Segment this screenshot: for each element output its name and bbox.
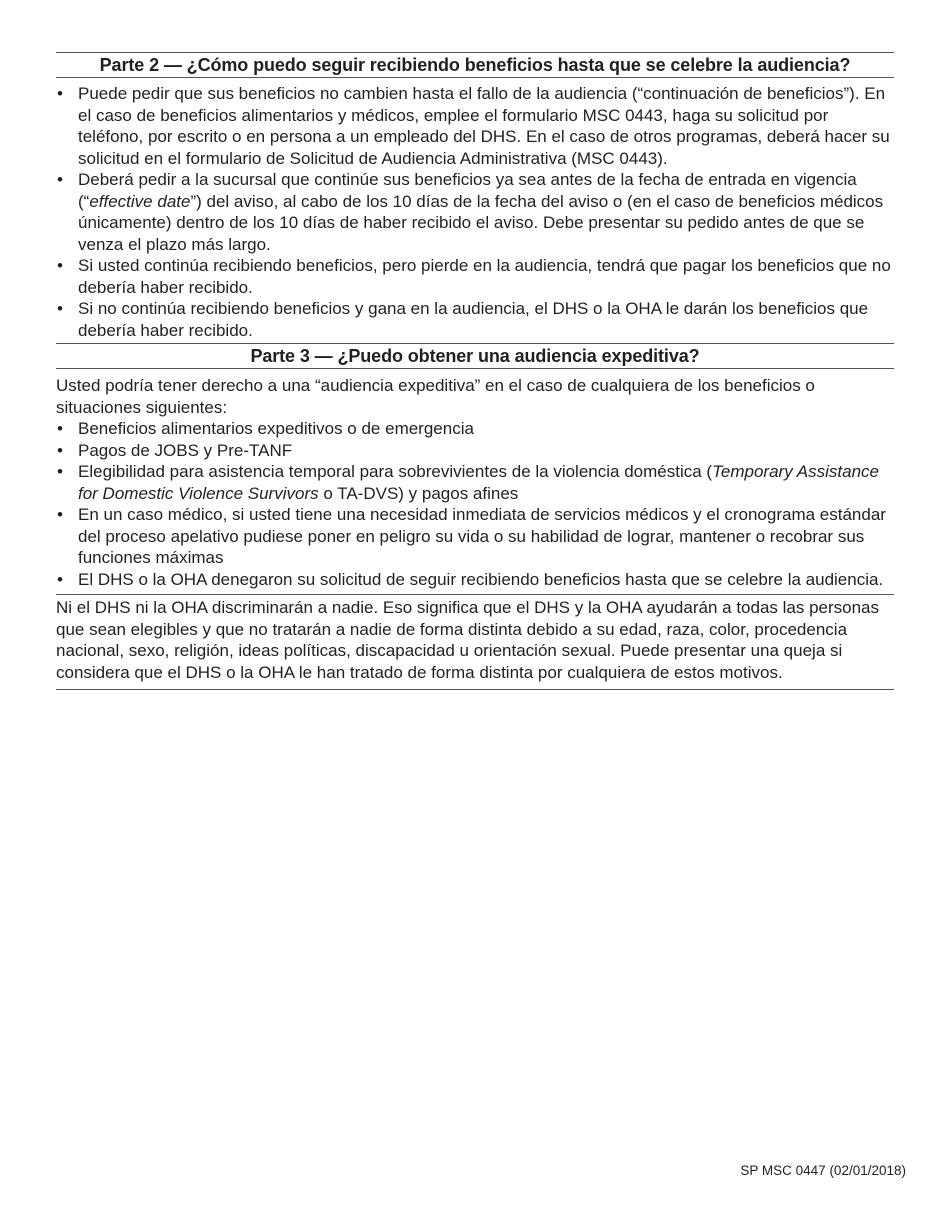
list-item bbox=[56, 169, 894, 255]
part3-intro: Usted podría tener derecho a una “audiencia expeditiva” en el caso de cualquiera de los beneficios o situaciones siguientes: bbox=[56, 376, 815, 417]
bullet-icon: • bbox=[57, 84, 63, 103]
list-item bbox=[56, 255, 894, 298]
list-item-text-italic: effective date bbox=[89, 191, 191, 211]
bullet-icon: • bbox=[57, 462, 63, 481]
list-item bbox=[56, 440, 894, 462]
part3-bullet-list bbox=[56, 418, 894, 594]
bullet-icon: • bbox=[57, 256, 63, 275]
list-item bbox=[56, 504, 894, 569]
list-item-text: Puede pedir que sus beneficios no cambien hasta el fallo de la audiencia (“continuación de beneficios”). En el caso de beneficios alimentarios y médicos, emplee el formulario MSC 0443, haga su solicitud por teléfono, por escrito o en persona a un empleado del DHS. En el caso de otros programas, deberá hacer su solicitud en el formulario de Solicitud de Audiencia Administrativa (MSC 0443). bbox=[78, 84, 890, 168]
list-item-text: Si usted continúa recibiendo beneficios, pero pierde en la audiencia, tendrá que pagar los beneficios que no debería haber recibido. bbox=[78, 256, 891, 297]
list-item-text: En un caso médico, si usted tiene una necesidad inmediata de servicios médicos y el cronograma estándar del proceso apelativo pudiese poner en peligro su vida o su habilidad de lograr, mantener o recobrar sus funciones máximas bbox=[78, 505, 886, 567]
bullet-icon: • bbox=[57, 170, 63, 189]
list-item-text: Si no continúa recibiendo beneficios y gana en la audiencia, el DHS o la OHA le darán los beneficios que debería haber recibido. bbox=[78, 299, 869, 340]
list-item-text-b: ”) del aviso, al cabo de los 10 días de la fecha del aviso o (en el caso de beneficios médicos únicamente) dentro de los 10 días de haber recibido el aviso. Debe presentar su pedido antes de que se venza el plazo más largo. bbox=[78, 191, 884, 254]
list-item-text-a: Elegibilidad para asistencia temporal para sobrevivientes de la violencia doméstica ( bbox=[78, 462, 713, 481]
list-item-text: Beneficios alimentarios expeditivos o de emergencia bbox=[78, 419, 474, 438]
list-item bbox=[56, 569, 894, 591]
list-item bbox=[56, 83, 894, 169]
bullet-icon: • bbox=[57, 569, 63, 589]
nondiscrimination-notice bbox=[56, 594, 894, 690]
list-item-text: El DHS o la OHA denegaron su solicitud de seguir recibiendo beneficios hasta que se celebre la audiencia. bbox=[78, 569, 884, 589]
document-page bbox=[56, 52, 894, 690]
nondiscrimination-text: Ni el DHS ni la OHA discriminarán a nadie. Eso significa que el DHS y la OHA ayudarán a todas las personas que sean elegibles y que no tratarán a nadie de forma distinta debido a su edad, raza, color, procedencia nacional, sexo, religión, ideas políticas, discapacidad u orientación sexual. Puede presentar una queja si considera que el DHS o la OHA le han tratado de forma distinta por cualquiera de estos motivos. bbox=[56, 598, 880, 682]
part3-heading: Parte 3 — ¿Puedo obtener una audiencia expeditiva? bbox=[56, 343, 894, 369]
list-item bbox=[56, 298, 894, 341]
part2-bullet-list bbox=[56, 78, 894, 343]
list-item-text: Pagos de JOBS y Pre-TANF bbox=[78, 440, 293, 460]
list-item-text-a: Deberá pedir a la sucursal que continúe sus beneficios ya sea antes de la fecha de entrada en vigencia (“ bbox=[78, 170, 857, 211]
bullet-icon: • bbox=[57, 505, 63, 524]
bullet-icon: • bbox=[57, 299, 63, 318]
bullet-icon: • bbox=[57, 419, 63, 438]
list-item-text-b: o TA-DVS) y pagos afines bbox=[318, 483, 519, 503]
list-item bbox=[56, 461, 894, 504]
form-code: SP MSC 0447 (02/01/2018) bbox=[740, 1163, 906, 1178]
list-item-text-italic: Temporary Assistance for Domestic Violence Survivors bbox=[78, 462, 879, 503]
part2-heading: Parte 2 — ¿Cómo puedo seguir recibiendo beneficios hasta que se celebre la audiencia? bbox=[56, 52, 894, 78]
list-item bbox=[56, 418, 894, 440]
bullet-icon: • bbox=[57, 440, 63, 460]
